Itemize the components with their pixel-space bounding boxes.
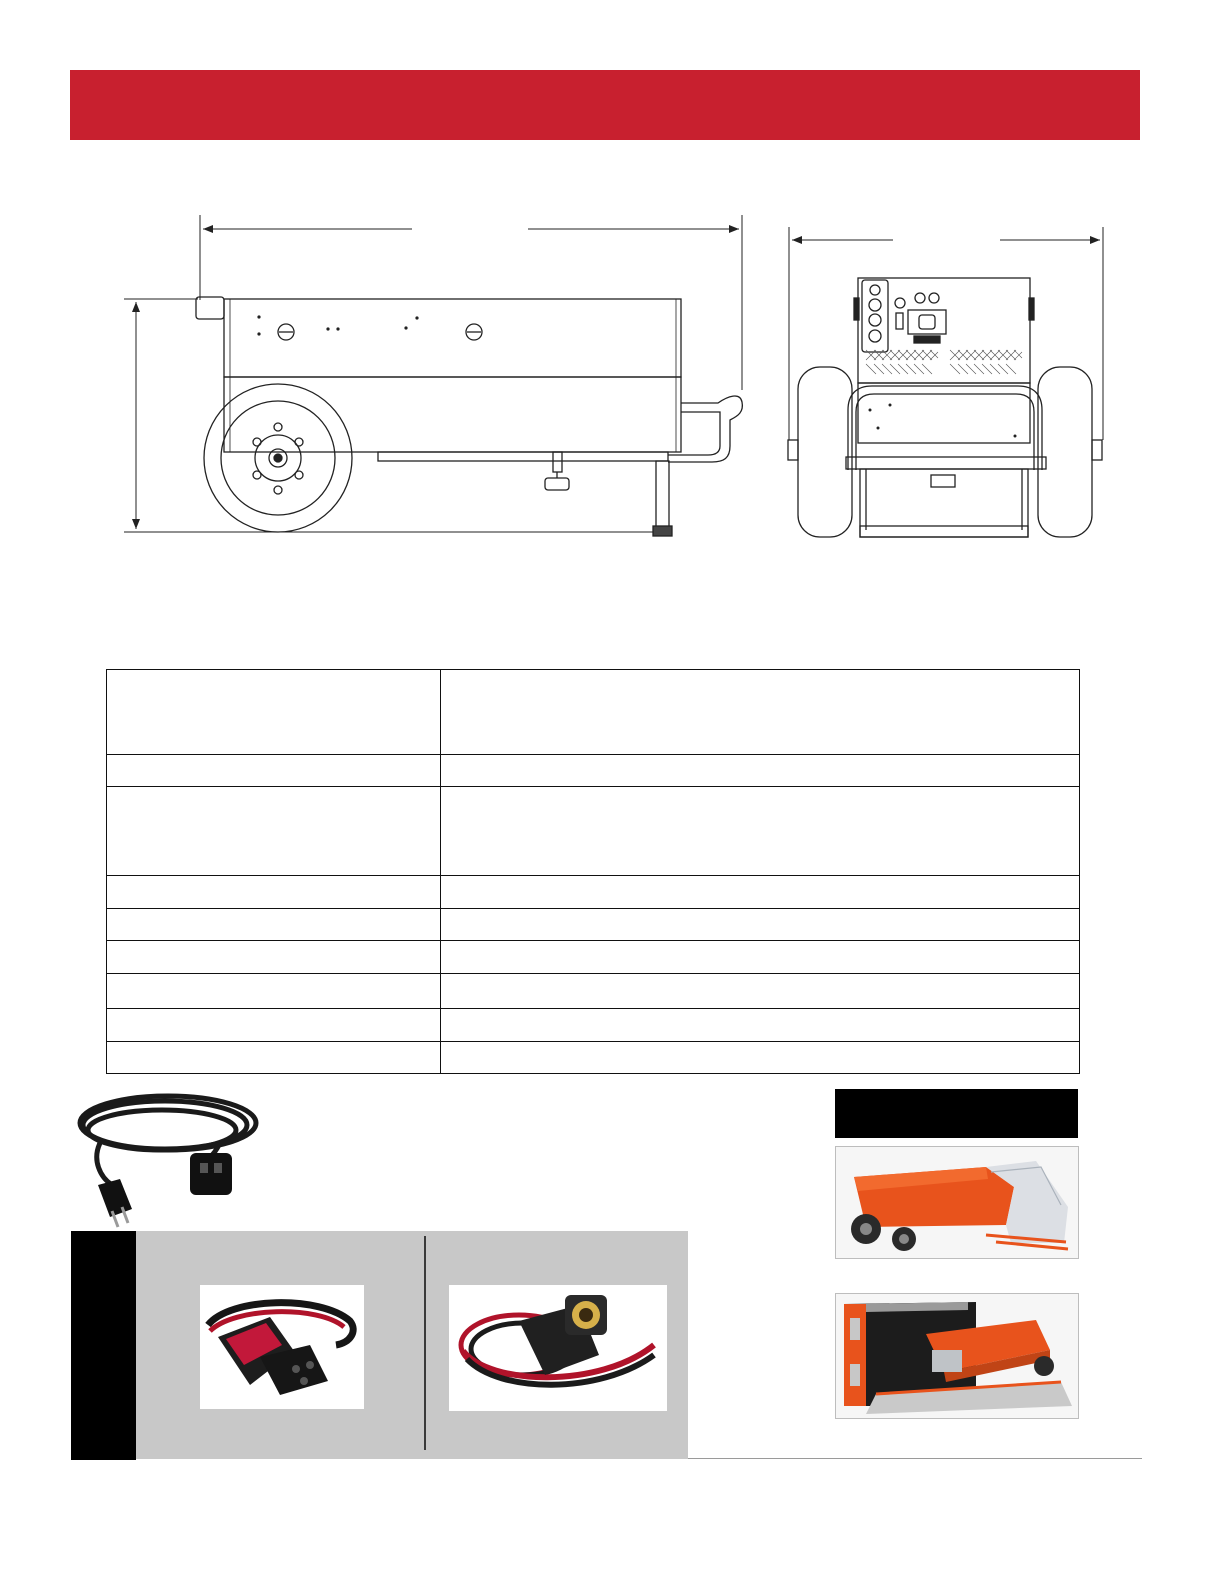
table-row: [107, 787, 1080, 876]
spec-label-cell: [107, 941, 441, 974]
accessory-header-box: [835, 1089, 1078, 1138]
battery-connector-photo: [449, 1285, 667, 1411]
cart-cover-photo: [835, 1146, 1079, 1259]
generator-side-view-drawing: [124, 215, 742, 536]
spec-label-cell: [107, 876, 441, 909]
spec-label-cell: [107, 670, 441, 755]
spec-label-cell: [107, 1009, 441, 1042]
table-row: [107, 974, 1080, 1009]
power-cord-photo: [70, 1085, 260, 1235]
spec-label-cell: [107, 974, 441, 1009]
table-row: [107, 670, 1080, 755]
spec-label-cell: [107, 1042, 441, 1074]
accessories-divider: [424, 1236, 426, 1450]
dimension-drawings: [0, 0, 1224, 600]
table-row: [107, 1009, 1080, 1042]
spec-value-cell: [441, 787, 1080, 876]
spec-label-cell: [107, 909, 441, 941]
spec-value-cell: [441, 755, 1080, 787]
table-row: [107, 909, 1080, 941]
accessories-side-tab: [71, 1231, 136, 1460]
table-row: [107, 755, 1080, 787]
spec-label-cell: [107, 787, 441, 876]
charging-clamp-photo: [200, 1285, 364, 1409]
spec-value-cell: [441, 974, 1080, 1009]
spec-value-cell: [441, 670, 1080, 755]
spec-value-cell: [441, 941, 1080, 974]
table-row: [107, 876, 1080, 909]
spec-value-cell: [441, 1009, 1080, 1042]
spec-value-cell: [441, 876, 1080, 909]
spec-label-cell: [107, 755, 441, 787]
spec-value-cell: [441, 1042, 1080, 1074]
road-case-photo: [835, 1293, 1079, 1419]
generator-front-view-drawing: [788, 227, 1103, 537]
footer-rule: [688, 1458, 1142, 1459]
table-row: [107, 941, 1080, 974]
table-row: [107, 1042, 1080, 1074]
specifications-table: [106, 669, 1080, 1074]
spec-value-cell: [441, 909, 1080, 941]
